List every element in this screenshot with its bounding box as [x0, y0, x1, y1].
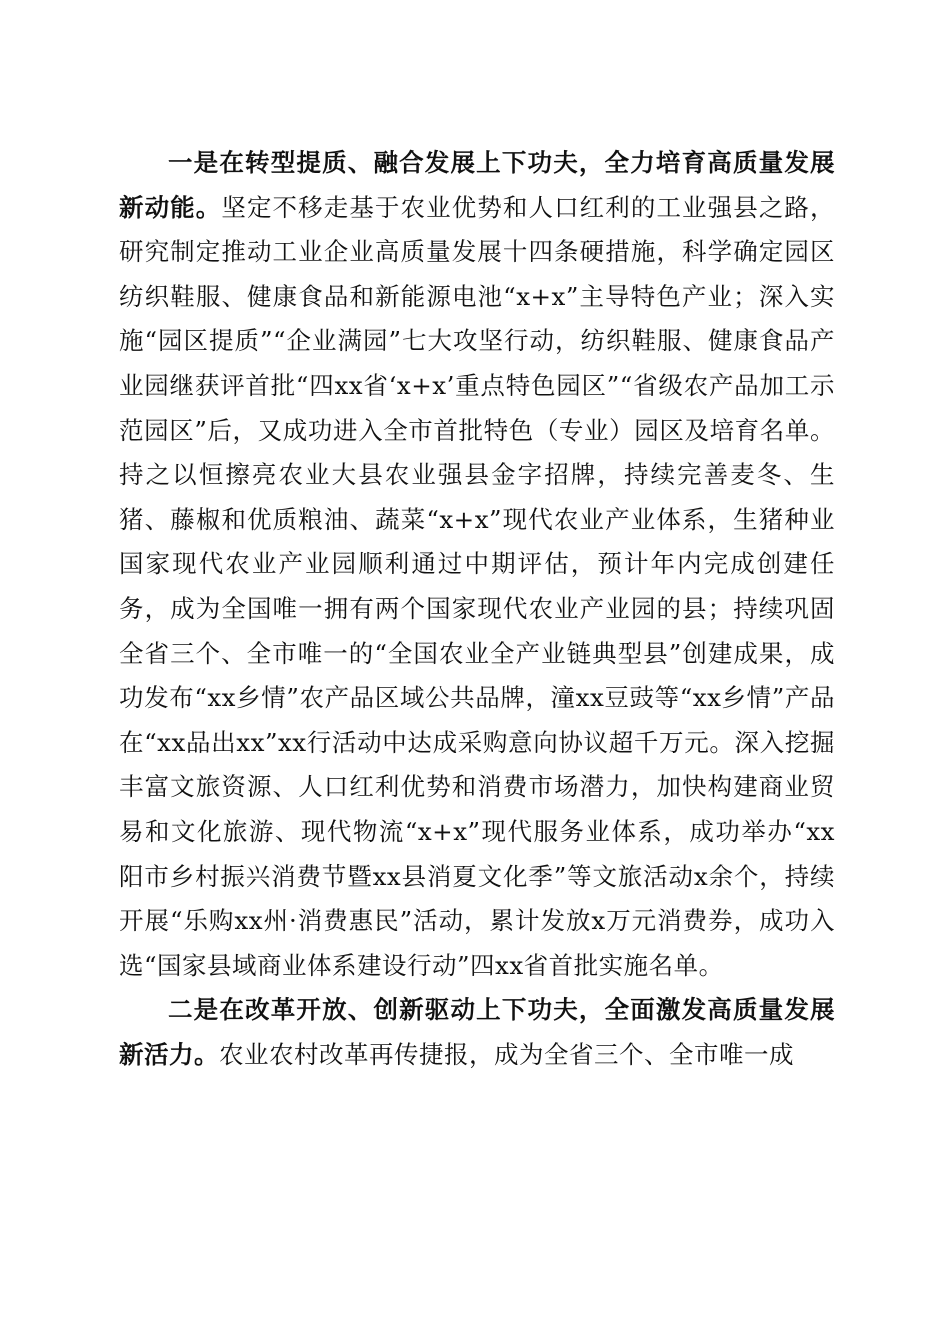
- paragraph-2: [119, 988, 835, 1077]
- paragraph-2-body: 农业农村改革再传捷报，成为全省三个、全市唯一成: [219, 1039, 794, 1069]
- paragraph-1: [119, 141, 835, 988]
- paragraph-2-lead: 二是在改革开放、创新驱动上下功夫，全面激发高质量发展新活力。: [119, 995, 835, 1069]
- document-body: [119, 141, 835, 1077]
- paragraph-1-lead: 一是在转型提质、融合发展上下功夫，全力培育高质量发展新动能。: [119, 148, 835, 222]
- paragraph-1-body: 坚定不移走基于农业优势和人口红利的工业强县之路，研究制定推动工业企业高质量发展十四条硬措施，科学确定园区纺织鞋服、健康食品和新能源电池“x+x”主导特色产业；深入实施“园区提质”“企业满园”七大攻坚行动，纺织鞋服、健康食品产业园继获评首批“四xx省‘x+x’重点特色园区”“省级农产品加工示范园区”后，又成功进入全市首批特色（专业）园区及培育名单。持之以恒擦亮农业大县农业强县金字招牌，持续完善麦冬、生猪、藤椒和优质粮油、蔬菜“x+x”现代农业产业体系，生猪种业国家现代农业产业园顺利通过中期评估，预计年内完成创建任务，成为全国唯一拥有两个国家现代农业产业园的县；持续巩固全省三个、全市唯一的“全国农业全产业链典型县”创建成果，成功发布“xx乡情”农产品区域公共品牌，潼xx豆豉等“xx乡情”产品在“xx品出xx”xx行活动中达成采购意向协议超千万元。深入挖掘丰富文旅资源、人口红利优势和消费市场潜力，加快构建商业贸易和文化旅游、现代物流“x+x”现代服务业体系，成功举办“xx阳市乡村振兴消费节暨xx县消夏文化季”等文旅活动x余个，持续开展“乐购xx州·消费惠民”活动，累计发放x万元消费券，成功入选“国家县域商业体系建设行动”四xx省首批实施名单。: [119, 192, 836, 980]
